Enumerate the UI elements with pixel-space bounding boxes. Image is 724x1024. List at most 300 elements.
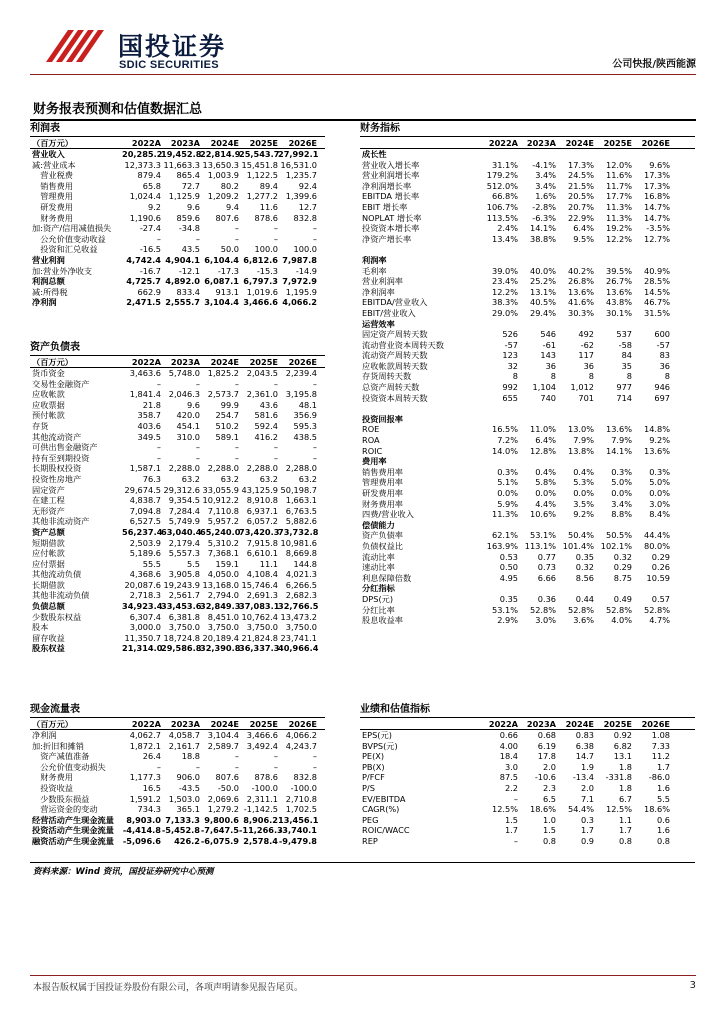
row-value: 179.2% — [486, 170, 518, 181]
row-value: 8.75 — [613, 572, 632, 583]
row-value — [632, 456, 670, 467]
table-row — [30, 815, 325, 826]
row-value: – — [234, 442, 239, 453]
row-value: 21,824.8 — [241, 632, 278, 643]
row-value: – — [156, 442, 161, 453]
row-value: 4,058.7 — [168, 730, 200, 740]
row-value: 2,288.0 — [168, 463, 200, 474]
row-value: 3.6% — [573, 615, 594, 626]
row-value: 1,195.9 — [285, 286, 317, 297]
row-label: 净资产增长率 — [362, 233, 412, 244]
table-row — [360, 772, 695, 783]
row-value: 14.7% — [643, 201, 670, 212]
row-label: 费用率 — [362, 456, 387, 467]
row-value — [556, 319, 594, 330]
row-value: -6,075.9 — [200, 835, 239, 846]
row-value: 1,663.1 — [285, 495, 317, 506]
row-value: 36 — [583, 360, 594, 371]
row-value: 5.0% — [649, 477, 670, 488]
row-value: 32,766.5 — [278, 601, 319, 612]
row-value: 46.7% — [643, 297, 670, 308]
row-value: 4.0% — [611, 615, 632, 626]
row-value: 2,573.7 — [207, 389, 239, 400]
row-value: 18.6% — [529, 804, 556, 815]
row-value: -14.9 — [295, 265, 317, 276]
row-value: 2,161.7 — [168, 740, 200, 751]
row-value: 0.8 — [618, 835, 632, 846]
table-row — [30, 730, 325, 741]
row-value — [632, 244, 670, 255]
row-label: ROE — [362, 424, 380, 435]
row-value: 4,838.7 — [129, 495, 161, 506]
row-value: 10.59 — [646, 572, 670, 583]
table-row — [30, 751, 325, 762]
table-row — [30, 783, 325, 794]
row-value: -57 — [504, 339, 518, 350]
row-value: 43.5 — [181, 244, 200, 255]
row-value: 7,284.4 — [168, 505, 200, 516]
row-value: 13,168.0 — [202, 579, 239, 590]
row-value: 0.3 — [580, 814, 594, 825]
row-label: 管理费用 — [32, 191, 73, 202]
row-value: 1,399.6 — [285, 191, 317, 202]
row-value: -27.4 — [139, 223, 161, 234]
row-value: 581.6 — [254, 410, 278, 421]
footer-disclaimer: 本报告版权属于国投证券股份有限公司，各项声明请参见报告尾页。 — [33, 983, 304, 993]
row-value: 913.1 — [215, 286, 239, 297]
table-row — [30, 421, 325, 432]
row-value: 4,021.3 — [285, 569, 317, 580]
row-value: 4,742.4 — [126, 254, 161, 265]
row-value: 8.4% — [649, 509, 670, 520]
row-value: 1,104 — [532, 382, 556, 393]
row-value: -7,647.5 — [200, 825, 239, 836]
row-value: 19,452.8 — [161, 149, 202, 159]
row-value: 63.2 — [259, 473, 278, 484]
row-value: – — [312, 751, 317, 762]
income-year-2024E: 2024E — [210, 138, 239, 148]
row-value: 5.0% — [611, 477, 632, 488]
row-label: 短期借款 — [32, 537, 65, 548]
table-row — [360, 615, 695, 626]
row-value: 740 — [540, 392, 556, 403]
row-value: 8 — [550, 371, 556, 382]
row-value: -10.6 — [534, 772, 556, 783]
row-value: – — [312, 233, 317, 244]
row-value: 13,473.2 — [280, 611, 317, 622]
row-value: 65,240.0 — [200, 526, 241, 537]
row-value: 53.1% — [491, 604, 518, 615]
cashflow-year-2023A: 2023A — [170, 719, 200, 729]
row-value: 43.8% — [605, 297, 632, 308]
row-value: 101.4% — [562, 540, 594, 551]
income-statement — [30, 121, 325, 308]
row-value: 27,992.1 — [278, 149, 319, 159]
row-label: 应收帐款周转天数 — [362, 360, 428, 371]
row-label: 公允价值变动收益 — [32, 233, 106, 244]
table-row — [360, 520, 695, 531]
row-value: 50.4% — [567, 530, 594, 541]
row-value: 6,797.3 — [243, 276, 278, 287]
row-value: 7,133.3 — [165, 814, 200, 825]
income-header-row — [30, 137, 325, 149]
row-label: ROIC — [362, 445, 383, 456]
row-label: REP — [362, 835, 378, 846]
row-value: 3,466.6 — [246, 730, 278, 740]
brand-name-cn: 国投证券 — [118, 32, 227, 61]
table-row — [360, 530, 695, 541]
row-value: 4,050.0 — [207, 569, 239, 580]
table-row — [30, 202, 325, 213]
row-value: 906.0 — [176, 772, 200, 783]
row-value: 11.0% — [529, 424, 556, 435]
row-value: 5,748.0 — [168, 368, 200, 378]
row-label: BVPS(元) — [362, 740, 398, 751]
table-row — [360, 794, 695, 805]
row-value: -2.8% — [532, 201, 556, 212]
row-value: 2,239.4 — [285, 368, 317, 378]
row-value: 0.77 — [537, 551, 556, 562]
row-value: -100.0 — [251, 782, 278, 793]
table-row — [360, 751, 695, 762]
row-value: 403.6 — [137, 420, 161, 431]
table-row — [360, 414, 695, 425]
row-value: -12.1 — [178, 265, 200, 276]
table-row — [30, 569, 325, 580]
row-value: 11.1 — [259, 558, 278, 569]
row-value: 2,288.0 — [285, 463, 317, 474]
row-value: 6.82 — [613, 740, 632, 751]
row-value: 17.3% — [643, 170, 670, 181]
row-value — [594, 414, 632, 425]
row-value: 29.0% — [491, 307, 518, 318]
row-value: -4.1% — [532, 159, 556, 170]
row-value: 356.9 — [293, 410, 317, 421]
row-value: 76.3 — [142, 473, 161, 484]
table-row — [360, 234, 695, 245]
row-value — [480, 149, 518, 160]
row-value: 1.7 — [618, 825, 632, 836]
table-row — [30, 244, 325, 255]
table-row — [30, 516, 325, 527]
table-row — [360, 308, 695, 319]
table-row — [30, 170, 325, 181]
row-label: 预付帐款 — [32, 410, 65, 421]
row-value — [480, 244, 518, 255]
row-value: – — [312, 761, 317, 772]
row-value: 2.0 — [542, 761, 556, 772]
row-value: 16.5 — [142, 782, 161, 793]
row-value: 9.4 — [225, 201, 239, 212]
row-value: 4,892.0 — [165, 276, 200, 287]
row-value: – — [273, 751, 278, 762]
row-label: 速动比率 — [362, 562, 395, 573]
row-value — [556, 403, 594, 414]
row-value: -5,096.6 — [122, 835, 161, 846]
table-row — [360, 456, 695, 467]
row-label: PE(X) — [362, 751, 385, 762]
row-value: 0.57 — [651, 593, 670, 604]
table-row — [30, 762, 325, 773]
row-value: 832.8 — [293, 212, 317, 223]
row-value — [480, 319, 518, 330]
row-value: 2,555.7 — [165, 297, 200, 308]
row-value: 526 — [502, 329, 518, 340]
row-label: 净利润 — [32, 297, 57, 308]
row-value — [594, 244, 632, 255]
row-value — [518, 149, 556, 160]
row-value: 40.5% — [529, 297, 556, 308]
row-value: 87.5 — [499, 772, 518, 783]
row-value — [632, 255, 670, 266]
row-value: -17.3 — [217, 265, 239, 276]
row-value: 6.19 — [537, 740, 556, 751]
row-label: 营业利润 — [32, 254, 65, 265]
table-row — [360, 202, 695, 213]
table-row — [30, 538, 325, 549]
row-value — [518, 520, 556, 531]
row-value: 21.8 — [142, 399, 161, 410]
row-value: 2,710.8 — [285, 793, 317, 804]
ratios-year-2023A: 2023A — [526, 138, 556, 148]
row-value: 595.3 — [293, 420, 317, 431]
row-value: 3,492.4 — [246, 740, 278, 751]
row-value: 832.8 — [293, 772, 317, 783]
table-row — [360, 403, 695, 414]
row-value — [556, 244, 594, 255]
row-value: 33,453.6 — [161, 601, 202, 612]
row-value: 6.66 — [537, 572, 556, 583]
row-value: 1,702.5 — [285, 804, 317, 815]
table-row — [360, 181, 695, 192]
table-row — [30, 400, 325, 411]
row-value: 0.3% — [649, 466, 670, 477]
row-value: 865.4 — [176, 170, 200, 181]
table-row — [360, 213, 695, 224]
row-value: -11,266.3 — [239, 825, 283, 836]
row-value: 18.8 — [181, 751, 200, 762]
row-value: 8,910.8 — [246, 495, 278, 506]
row-value: – — [312, 442, 317, 453]
row-value: 12.5% — [491, 804, 518, 815]
row-value: 7.9% — [573, 435, 594, 446]
row-value: -331.8 — [605, 772, 632, 783]
row-value: 2.9% — [497, 615, 518, 626]
row-value — [594, 149, 632, 160]
row-value: 17.7% — [605, 191, 632, 202]
table-row — [30, 506, 325, 517]
row-value: 2,718.3 — [129, 590, 161, 601]
row-value: 13.6% — [605, 424, 632, 435]
row-value: 12.2% — [605, 233, 632, 244]
row-label: 股息收益率 — [362, 615, 403, 626]
row-value: 6,527.5 — [129, 516, 161, 527]
table-row — [30, 276, 325, 287]
row-label: 营业利润增长率 — [362, 170, 420, 181]
row-value: 510.2 — [215, 420, 239, 431]
row-value: 84 — [621, 350, 632, 361]
row-value: 12.5% — [605, 804, 632, 815]
row-value: 5,310.2 — [207, 537, 239, 548]
table-row — [30, 442, 325, 453]
balance-year-2022A: 2022A — [131, 357, 161, 367]
table-row — [360, 594, 695, 605]
row-value: 53.1% — [529, 530, 556, 541]
row-value: 6,937.1 — [246, 505, 278, 516]
row-value: 6,307.4 — [129, 611, 161, 622]
row-value: 0.35 — [575, 551, 594, 562]
row-value: 2.4% — [497, 223, 518, 234]
table-row — [360, 340, 695, 351]
row-value: 1,024.4 — [129, 191, 161, 202]
table-row — [30, 772, 325, 783]
row-value: 17.3% — [567, 159, 594, 170]
row-value: 14.7% — [643, 212, 670, 223]
row-label: 财务费用率 — [362, 498, 403, 509]
table-row — [30, 836, 325, 847]
row-value: 2,311.1 — [246, 793, 278, 804]
row-value: 8.56 — [575, 572, 594, 583]
row-value: 1.08 — [651, 730, 670, 740]
source-divider — [30, 862, 695, 863]
row-value: 3.4% — [535, 170, 556, 181]
row-value: 1,012 — [570, 382, 594, 393]
row-value: – — [234, 452, 239, 463]
footer-divider — [30, 975, 696, 976]
row-label: 其他非流动负债 — [32, 590, 90, 601]
row-value: 3,750.0 — [168, 622, 200, 633]
row-value: – — [312, 378, 317, 389]
table-row — [360, 191, 695, 202]
row-value: – — [312, 452, 317, 463]
row-value: 1.6% — [535, 191, 556, 202]
ratios-year-2024E: 2024E — [565, 138, 594, 148]
row-value: 143 — [540, 350, 556, 361]
row-value: 537 — [616, 329, 632, 340]
row-value: 30.3% — [567, 307, 594, 318]
row-label: 减:营业成本 — [32, 159, 76, 170]
row-value: 18,724.8 — [163, 632, 200, 643]
row-value: 0.26 — [651, 562, 670, 573]
cashflow-year-2026E: 2026E — [288, 719, 317, 729]
table-row — [360, 741, 695, 752]
table-row — [360, 783, 695, 794]
row-value — [632, 414, 670, 425]
row-label: 研发费用率 — [362, 488, 403, 498]
row-value: 349.5 — [137, 431, 161, 442]
row-value: 1,122.5 — [246, 170, 278, 181]
row-value: 29,674.5 — [124, 484, 161, 495]
row-value: 50,198.7 — [280, 484, 317, 495]
row-value: 0.8 — [656, 835, 670, 846]
row-value: 7,987.8 — [282, 254, 317, 265]
row-value: 992 — [502, 382, 518, 393]
table-row — [360, 393, 695, 404]
row-label: EV/EBITDA — [362, 793, 406, 804]
table-row — [360, 297, 695, 308]
row-value: 23.4% — [491, 276, 518, 287]
row-value: – — [195, 233, 200, 244]
valuation-year-2025E: 2025E — [603, 719, 632, 729]
row-value: 8 — [512, 371, 518, 382]
row-value: -34.8 — [178, 223, 200, 234]
table-row — [360, 488, 695, 499]
table-row — [360, 477, 695, 488]
row-value: 512.0% — [486, 180, 518, 191]
row-value: 19,243.9 — [163, 579, 200, 590]
row-value: 13.0% — [567, 424, 594, 435]
row-value: 28.5% — [643, 276, 670, 287]
row-label: PEG — [362, 814, 379, 825]
row-value — [556, 456, 594, 467]
row-label: 净利润 — [32, 730, 57, 740]
row-value: 0.4% — [535, 466, 556, 477]
row-value: 32,390.8 — [200, 643, 241, 654]
table-row — [360, 573, 695, 584]
row-value: 2,043.5 — [246, 368, 278, 378]
row-value: 14.1% — [605, 445, 632, 456]
row-value — [518, 319, 556, 330]
row-value: 1,591.2 — [129, 793, 161, 804]
row-value: 9.5% — [573, 233, 594, 244]
row-value: 13.6% — [605, 286, 632, 297]
row-label: 分红指标 — [362, 583, 395, 594]
row-value: 0.8 — [542, 835, 556, 846]
row-value: 17.8 — [537, 751, 556, 762]
row-value: 2,589.7 — [207, 740, 239, 751]
row-label: 偿债能力 — [362, 519, 395, 530]
row-label: 其他流动负债 — [32, 569, 82, 580]
row-value: 55.5 — [142, 558, 161, 569]
table-row — [30, 622, 325, 633]
row-value — [518, 244, 556, 255]
row-value: 17.3% — [643, 180, 670, 191]
row-value: 50.0 — [220, 244, 239, 255]
row-value: 52.8% — [529, 604, 556, 615]
row-label: 流动比率 — [362, 551, 395, 562]
row-value: 1.6 — [656, 782, 670, 793]
table-row — [30, 580, 325, 591]
row-value: 13,650.3 — [202, 159, 239, 170]
row-label: 固定资产周转天数 — [362, 329, 428, 340]
row-value: 159.1 — [215, 558, 239, 569]
row-value: 1.6 — [656, 825, 670, 836]
row-value: 6,812.6 — [243, 254, 278, 265]
row-value: 1,125.9 — [168, 191, 200, 202]
row-value: 879.4 — [137, 170, 161, 181]
table-row — [30, 191, 325, 202]
row-value: 31.5% — [643, 307, 670, 318]
cashflow-year-2022A: 2022A — [131, 719, 161, 729]
row-value: 19.2% — [605, 223, 632, 234]
row-label: 应收帐款 — [32, 389, 65, 400]
row-value: 4,904.1 — [165, 254, 200, 265]
row-value: 8 — [664, 371, 670, 382]
table-row — [30, 463, 325, 474]
row-value: 0.92 — [613, 730, 632, 740]
row-value: 50.5% — [605, 530, 632, 541]
row-value: 22,814.9 — [200, 149, 241, 159]
income-unit-label: （百万元） — [32, 138, 73, 148]
row-value: 6,057.2 — [246, 516, 278, 527]
row-value: 662.9 — [137, 286, 161, 297]
table-row — [360, 446, 695, 457]
table-row — [360, 244, 695, 255]
row-value: 1.0 — [542, 814, 556, 825]
row-value: 5.1% — [497, 477, 518, 488]
row-value: 5,957.2 — [207, 516, 239, 527]
income-year-2023A: 2023A — [170, 138, 200, 148]
